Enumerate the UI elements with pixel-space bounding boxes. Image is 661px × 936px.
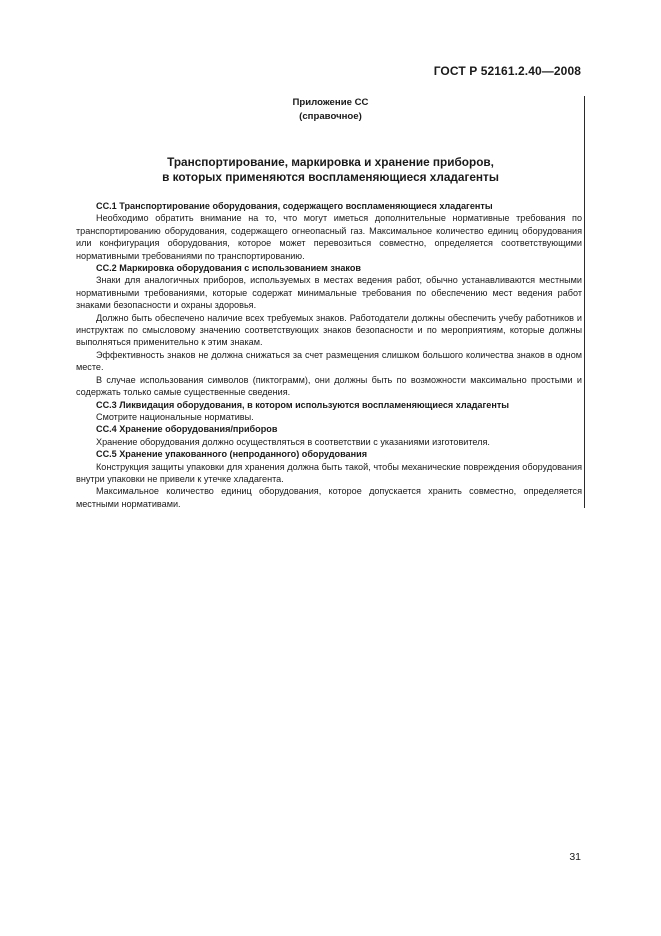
paragraph: Хранение оборудования должно осуществляться в соответствии с указаниями изготовителя.: [96, 436, 490, 447]
paragraph: Необходимо обратить внимание на то, что могут иметься дополнительные нормативные требования по транспортированию оборудования, содержащего огнеопасный газ. Максимальное количество единиц оборудования или конфигурация оборудования, которое может перевозиться совместно, определяется соответствующими нормативными требованиями по транспортированию.: [76, 213, 582, 261]
document-body: [76, 200, 582, 510]
page-title: [0, 155, 661, 185]
paragraph: Должно быть обеспечено наличие всех требуемых знаков. Работодатели должны обеспечить учебу работников и инструктаж по смысловому значению соответствующих знаков безопасности и по мероприятиям, которые должны выполняться применительно к этим знакам.: [76, 312, 582, 348]
document-code: ГОСТ Р 52161.2.40—2008: [433, 64, 581, 78]
paragraph: Конструкция защиты упаковки для хранения должна быть такой, чтобы механические повреждения оборудования внутри упаковки не привели к утечке хладагента.: [76, 461, 582, 484]
section-heading-cc4: СС.4 Хранение оборудования/приборов: [96, 424, 278, 435]
annex-type: (справочное): [299, 111, 362, 122]
paragraph: Знаки для аналогичных приборов, используемых в местах ведения работ, обычно устанавливаются местными нормативными требованиями, которые содержат минимальные требования по обеспечению мест ведения работ знаками безопасности и охраны здоровья.: [76, 275, 582, 311]
annex-heading: [0, 96, 661, 124]
title-line-1: Транспортирование, маркировка и хранение приборов,: [167, 155, 494, 169]
section-heading-cc3: СС.3 Ликвидация оборудования, в котором используются воспламеняющиеся хладагенты: [96, 399, 510, 410]
paragraph: Максимальное количество единиц оборудования, которое допускается хранить совместно, определяется местными нормативами.: [76, 486, 582, 509]
section-heading-cc1: СС.1 Транспортирование оборудования, содержащего воспламеняющиеся хладагенты: [96, 201, 493, 211]
paragraph: Эффективность знаков не должна снижаться за счет размещения слишком большого количества знаков в одном месте.: [76, 349, 582, 373]
section-heading-cc5: СС.5 Хранение упакованного (непроданного) оборудования: [96, 449, 367, 460]
title-line-2: в которых применяются воспламеняющиеся хладагенты: [162, 170, 499, 184]
section-heading-cc2: СС.2 Маркировка оборудования с использованием знаков: [96, 263, 362, 274]
annex-label: Приложение СС: [292, 97, 369, 108]
page-number: 31: [569, 851, 581, 863]
paragraph: В случае использования символов (пиктограмм), они должны быть по возможности максимально простыми и содержать только самые существенные сведения.: [76, 374, 582, 398]
paragraph: Смотрите национальные нормативы.: [96, 411, 254, 422]
